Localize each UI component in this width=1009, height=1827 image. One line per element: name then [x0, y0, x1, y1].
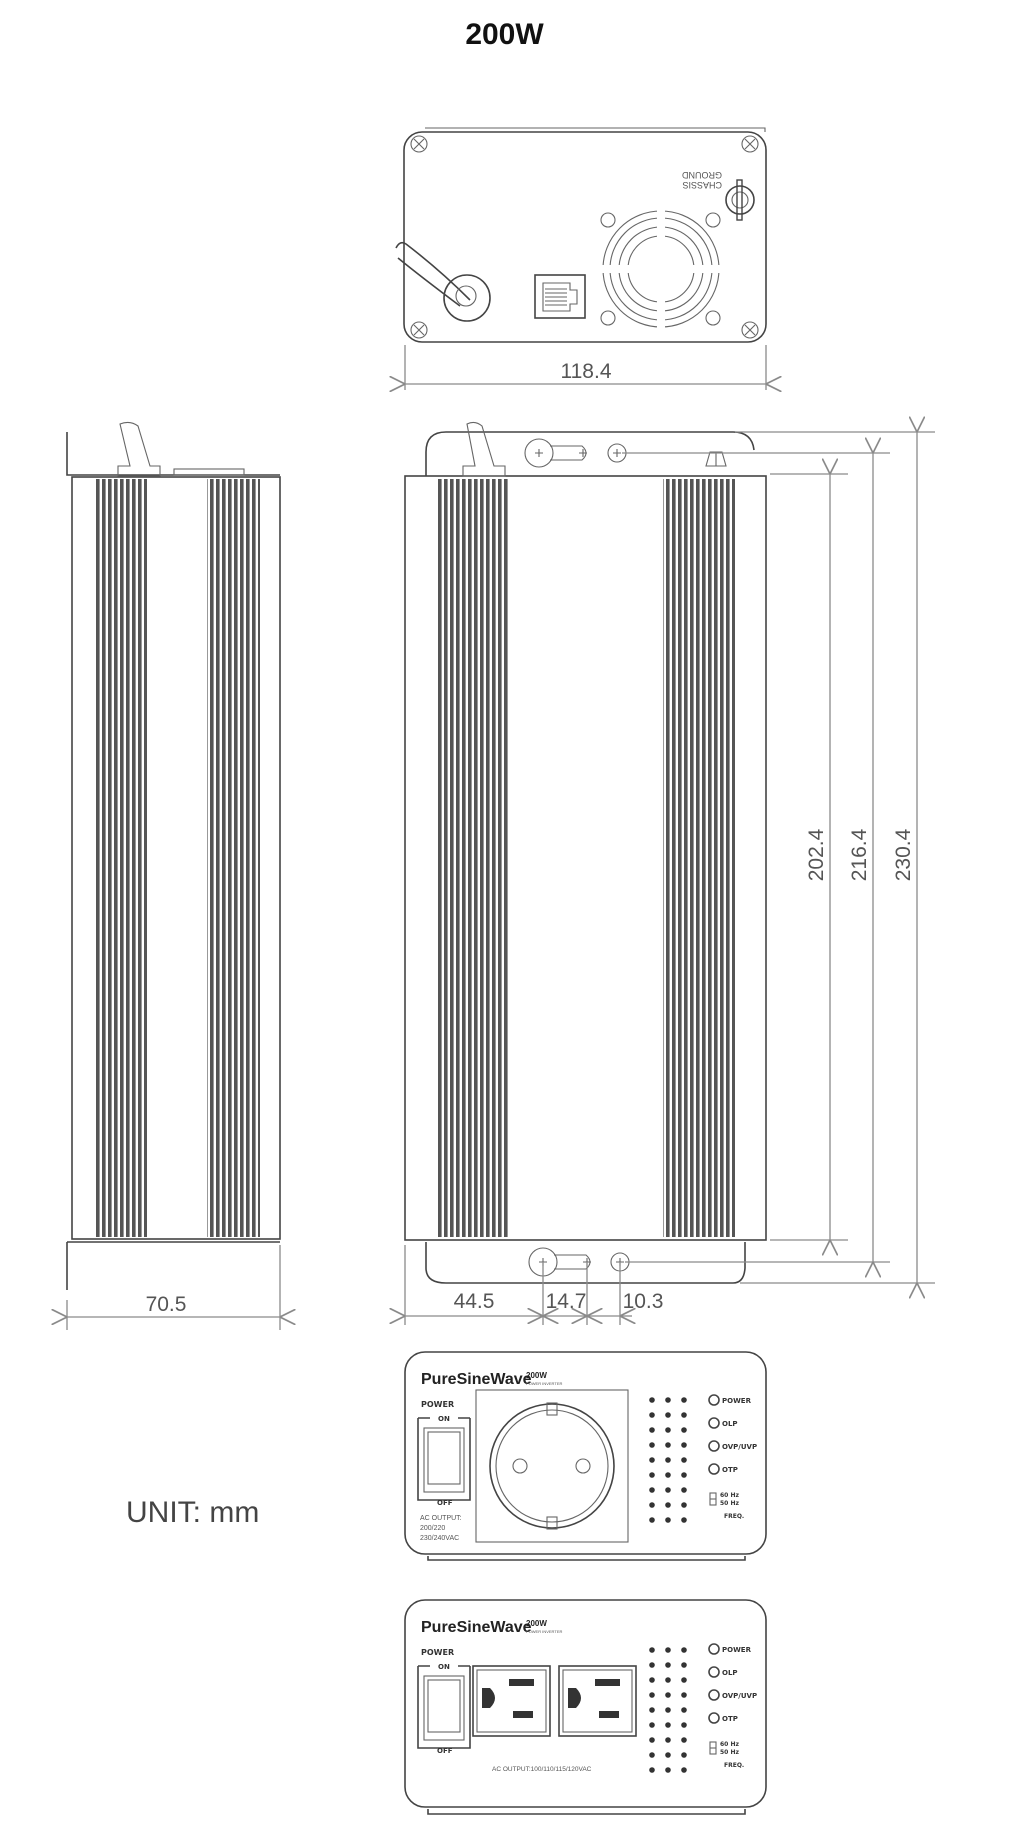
vent-holes: [649, 1647, 687, 1773]
led-icon: [709, 1690, 719, 1700]
chassis-ground-terminal-icon: [726, 180, 754, 220]
ground-label: GROUND: [682, 170, 722, 180]
led-label-ovp: OVP/UVP: [722, 1692, 758, 1700]
freq-switch[interactable]: [710, 1741, 744, 1769]
on-label: ON: [438, 1663, 450, 1671]
front-panel-us: [405, 1600, 766, 1814]
led-indicators: [709, 1395, 757, 1474]
diagram-title: 200W: [465, 18, 544, 51]
led-icon: [709, 1644, 719, 1654]
schuko-outlet-icon: [476, 1390, 628, 1542]
model-label: 200W: [526, 1619, 547, 1628]
power-label: POWER: [421, 1400, 455, 1409]
off-label: OFF: [437, 1499, 453, 1507]
output-label: AC OUTPUT:100/110/115/120VAC: [492, 1766, 592, 1773]
rear-width-dimension: 118.4: [560, 360, 612, 383]
model-sub-label: POWER INVERTER: [526, 1629, 563, 1634]
freq-60-label: 60 Hz: [720, 1492, 739, 1499]
chassis-label: CHASSIS: [682, 180, 722, 190]
model-label: 200W: [526, 1371, 547, 1380]
us-outlet-icon: [559, 1666, 636, 1736]
length-dimension-230: 230.4: [892, 828, 915, 882]
power-switch[interactable]: [418, 1663, 470, 1755]
cable-icon: [396, 243, 490, 321]
freq-50-label: 50 Hz: [720, 1749, 739, 1756]
length-dimension-216: 216.4: [848, 828, 871, 882]
led-icon: [709, 1667, 719, 1677]
mounting-keyhole-bottom: [529, 1248, 629, 1276]
output-label-3: 230/240VAC: [420, 1535, 460, 1542]
on-label: ON: [438, 1415, 450, 1423]
output-label-1: AC OUTPUT:: [420, 1515, 462, 1522]
rear-view: [396, 128, 766, 390]
freq-label: FREQ.: [724, 1513, 745, 1520]
side-view: [67, 422, 280, 1330]
top-view: [405, 422, 935, 1325]
led-icon: [709, 1464, 719, 1474]
hole-dimension-10: 10.3: [622, 1290, 664, 1313]
led-label-otp: OTP: [722, 1715, 738, 1723]
switch-lever-icon: [463, 422, 505, 476]
led-icon: [709, 1418, 719, 1428]
hole-dimension-14: 14.7: [545, 1290, 587, 1313]
mounting-keyhole-top: [525, 439, 626, 467]
led-indicators: [709, 1644, 757, 1723]
brand-label: PureSineWave: [421, 1619, 532, 1636]
led-label-ovp: OVP/UVP: [722, 1443, 758, 1451]
power-label: POWER: [421, 1648, 455, 1657]
side-depth-dimension: 70.5: [145, 1293, 187, 1316]
switch-lever-icon: [118, 422, 160, 476]
led-label-olp: OLP: [722, 1669, 738, 1677]
front-panel-eu: [405, 1352, 766, 1560]
led-icon: [709, 1441, 719, 1451]
fan-grille-icon: [597, 205, 725, 333]
led-icon: [709, 1713, 719, 1723]
brand-label: PureSineWave: [421, 1371, 532, 1388]
freq-switch[interactable]: [710, 1492, 744, 1520]
freq-50-label: 50 Hz: [720, 1500, 739, 1507]
led-icon: [709, 1395, 719, 1405]
led-label-power: POWER: [722, 1646, 751, 1654]
power-switch[interactable]: [418, 1415, 470, 1507]
rj-port-icon: [535, 275, 585, 318]
length-dimension-202: 202.4: [805, 828, 828, 882]
hole-dimension-44: 44.5: [453, 1290, 495, 1313]
unit-label: UNIT: mm: [126, 1496, 260, 1529]
us-outlet-icon: [473, 1666, 550, 1736]
led-label-otp: OTP: [722, 1466, 738, 1474]
freq-60-label: 60 Hz: [720, 1741, 739, 1748]
led-label-olp: OLP: [722, 1420, 738, 1428]
model-sub-label: POWER INVERTER: [526, 1381, 563, 1386]
output-label-2: 200/220: [420, 1525, 446, 1532]
off-label: OFF: [437, 1747, 453, 1755]
freq-label: FREQ.: [724, 1762, 745, 1769]
vent-holes: [649, 1397, 687, 1523]
led-label-power: POWER: [722, 1397, 751, 1405]
terminal-icon: [706, 452, 726, 466]
